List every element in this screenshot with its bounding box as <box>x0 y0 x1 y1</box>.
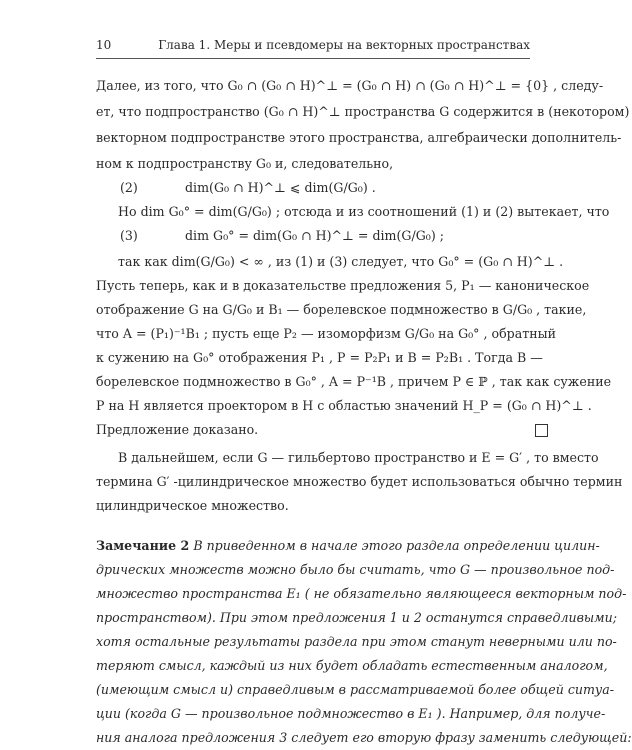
text-line: ном к подпространству G₀ и, следовательно, <box>96 156 394 171</box>
equation-3-number: (3) <box>120 228 138 243</box>
text-line: Далее, из того, что G₀ ∩ (G₀ ∩ H)^⊥ = (G₀ ∩ H) ∩ (G₀ ∩ H)^⊥ = {0} , следу- <box>96 78 604 93</box>
remark-label: Замечание 2 <box>96 538 190 553</box>
remark-line: дрических множеств можно было бы считать, что G — произвольное под- <box>96 562 615 577</box>
text-line: так как dim(G/G₀) < ∞ , из (1) и (3) следует, что G₀° = (G₀ ∩ H)^⊥ . <box>118 254 564 269</box>
text-line: термина G′ -цилиндрическое множество будет использоваться обычно термин <box>96 474 623 489</box>
qed-box <box>535 424 548 437</box>
equation-2-number: (2) <box>120 180 138 195</box>
remark-text: В приведенном в начале этого раздела определении цилин- <box>193 538 600 553</box>
text-line: к сужению на G₀° отображения P₁ , P = P₂P₁ и B = P₂B₁ . Тогда B — <box>96 350 543 365</box>
text-line: отображение G на G/G₀ и B₁ — борелевское подмножество в G/G₀ , такие, <box>96 302 587 317</box>
remark-first-line <box>96 536 600 556</box>
text-line: что A = (P₁)⁻¹B₁ ; пусть еще P₂ — изоморфизм G/G₀ на G₀° , обратный <box>96 326 557 341</box>
text-line: борелевское подмножество в G₀° , A = P⁻¹B , причем P ∈ ℙ , так как сужение <box>96 374 612 389</box>
remark-line: пространством). При этом предложения 1 и 2 останутся справедливыми; <box>96 610 617 625</box>
remark-line: хотя остальные результаты раздела при этом станут неверными или по- <box>96 634 617 649</box>
remark-line: (имеющим смысл и) справедливым в рассматриваемой более общей ситуа- <box>96 682 614 697</box>
page-number: 10 <box>96 38 112 52</box>
running-header <box>96 38 530 59</box>
text-line: P на H является проектором в H с областью значений H_P = (G₀ ∩ H)^⊥ . <box>96 398 592 413</box>
remark-line: ции (когда G — произвольное подмножество в E₁ ). Например, для получе- <box>96 706 606 721</box>
text-line: В дальнейшем, если G — гильбертово пространство и E = G′ , то вместо <box>118 450 599 465</box>
equation-3: dim G₀° = dim(G₀ ∩ H)^⊥ = dim(G/G₀) ; <box>185 228 444 243</box>
text-line: векторном подпространстве этого пространства, алгебраически дополнитель- <box>96 130 622 145</box>
text-line: цилиндрическое множество. <box>96 498 289 513</box>
text-line: ет, что подпространство (G₀ ∩ H)^⊥ пространства G содержится в (некотором) <box>96 104 630 119</box>
text-line: Но dim G₀° = dim(G/G₀) ; отсюда и из соотношений (1) и (2) вытекает, что <box>118 204 610 219</box>
equation-2: dim(G₀ ∩ H)^⊥ ⩽ dim(G/G₀) . <box>185 180 376 195</box>
chapter-title: Глава 1. Меры и псевдомеры на векторных пространствах <box>158 38 530 52</box>
text-line: Пусть теперь, как и в доказательстве предложения 5, P₁ — каноническое <box>96 278 590 293</box>
remark-line: ния аналога предложения 3 следует его вторую фразу заменить следующей: <box>96 730 632 745</box>
remark-line: теряют смысл, каждый из них будет обладать естественным аналогом, <box>96 658 608 673</box>
text-line: Предложение доказано. <box>96 422 259 437</box>
remark-line: множество пространства E₁ ( не обязательно являющееся векторным под- <box>96 586 627 601</box>
